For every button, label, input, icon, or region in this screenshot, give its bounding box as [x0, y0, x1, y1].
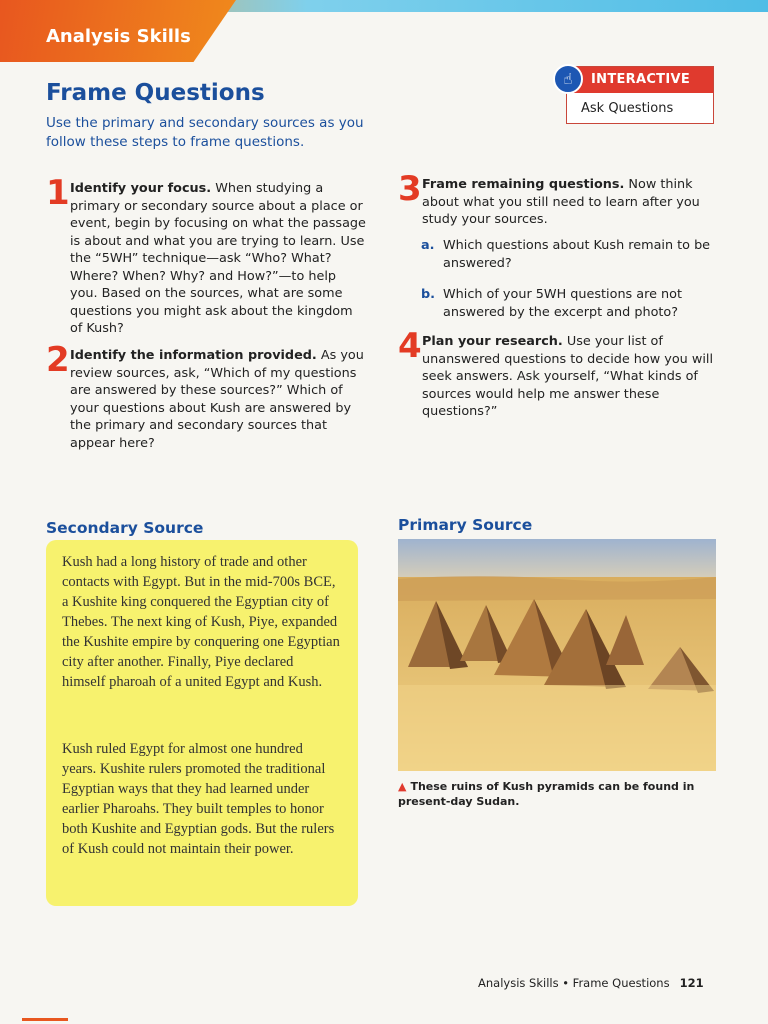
kush-pyramids-photo [398, 539, 716, 771]
interactive-badge: INTERACTIVE [567, 67, 713, 93]
footer-text: Analysis Skills • Frame Questions [478, 976, 670, 990]
step-heading: Identify your focus. [70, 181, 212, 196]
subquestion-a [421, 237, 716, 272]
step-3 [398, 169, 716, 229]
step-heading: Identify the information provided. [70, 348, 317, 363]
step-body: Now think about what you still need to learn after you study your sources. [422, 177, 700, 227]
step-body: When studying a primary or secondary source about a place or event, begin by focusing on what the passage is about and what you are trying to learn. Use the “5WH” technique—ask “Who? What? Where? When? Why? and How?”—to help you. Based on the sources, what are some questions you might ask about the kingdom of Kush? [70, 181, 366, 336]
step-body: As you review sources, ask, “Which of my questions are answered by these sources?” Which of your questions about Kush are answered by the primary and secondary sources that appear here? [70, 348, 364, 451]
step-heading: Frame remaining questions. [422, 177, 625, 192]
hand-pointer-icon: ☝ [553, 64, 583, 94]
step-number: 3 [398, 169, 422, 209]
step-number: 2 [46, 340, 70, 380]
subquestion-b [421, 286, 716, 321]
caption-triangle-icon: ▲ [398, 780, 407, 793]
secondary-paragraph-2: Kush ruled Egypt for almost one hundred years. Kushite rulers promoted the traditional Egyptian ways that they had learned under earlier Pharoahs. They built temples to honor both Kushite and Egyptian gods. But the rulers of Kush could not maintain their power. [62, 741, 335, 857]
subquestion-text: Which questions about Kush remain to be answered? [443, 238, 711, 271]
page-title: Frame Questions [46, 80, 265, 106]
step-number: 4 [398, 326, 422, 366]
interactive-ask-questions-card[interactable] [563, 66, 714, 124]
pyramids-illustration [398, 539, 716, 771]
step-number: 1 [46, 173, 70, 213]
step-2 [46, 340, 366, 452]
step-heading: Plan your research. [422, 334, 563, 349]
secondary-paragraph-1: Kush had a long history of trade and other contacts with Egypt. But in the mid-700s BCE, a Kushite king conquered the Egyptian city of Thebes. The next king of Kush, Piye, expanded the Kushite empire by conquering one Egyptian city after another. Finally, Piye declared himself pharoah of a united Egypt and Kush. [62, 554, 340, 690]
step-1 [46, 173, 366, 338]
intro-text: Use the primary and secondary sources as you follow these steps to frame questions. [46, 115, 364, 150]
secondary-source-heading: Secondary Source [46, 519, 204, 537]
caption-text: These ruins of Kush pyramids can be found in present-day Sudan. [398, 780, 695, 808]
subquestion-letter: b. [421, 287, 436, 302]
page-footer [478, 976, 704, 990]
step-4 [398, 326, 716, 421]
photo-caption [398, 779, 698, 809]
bottom-decorative-mark [22, 1018, 68, 1021]
interactive-label[interactable]: Ask Questions [581, 101, 674, 116]
banner-title: Analysis Skills [46, 26, 191, 47]
page-number: 121 [679, 976, 704, 990]
subquestion-text: Which of your 5WH questions are not answered by the excerpt and photo? [443, 287, 683, 320]
step-body: Use your list of unanswered questions to decide how you will seek answers. Ask yourself, “What kinds of sources would help me answer these questions?” [422, 334, 713, 419]
primary-source-heading: Primary Source [398, 516, 533, 534]
subquestion-letter: a. [421, 238, 435, 253]
